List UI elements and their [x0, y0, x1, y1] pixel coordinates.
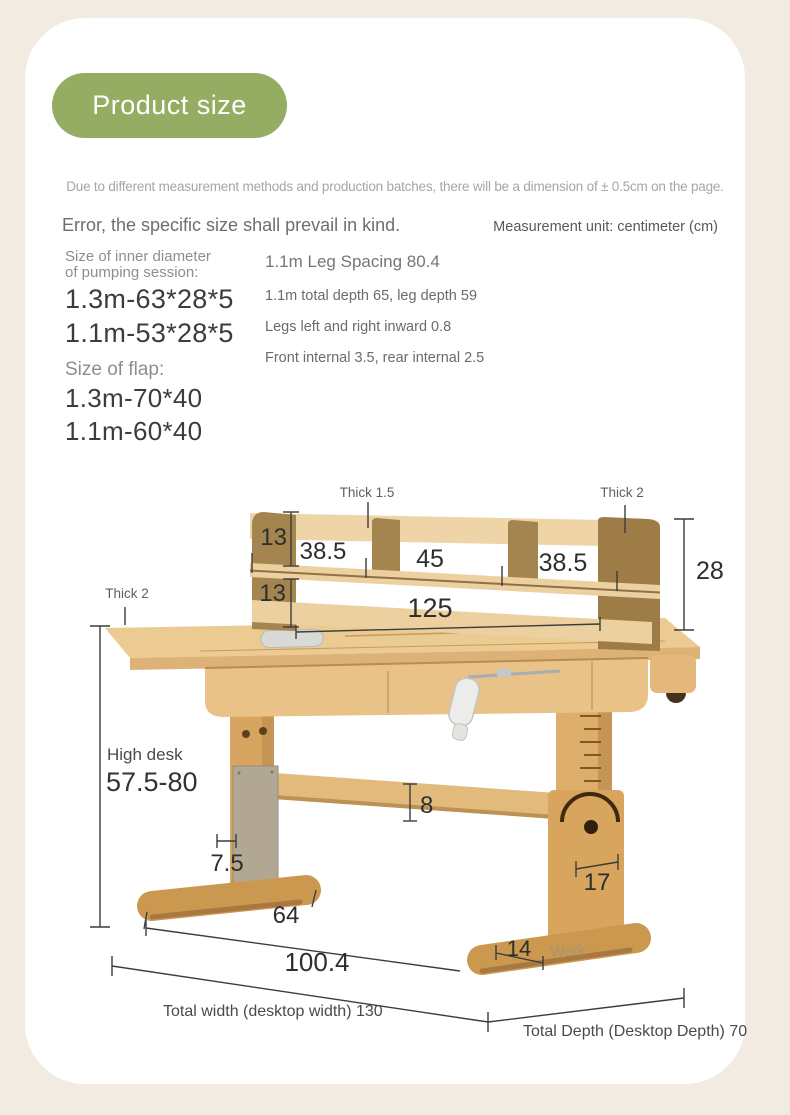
leg-hole	[242, 730, 250, 738]
dim-label-watermark: Work	[550, 941, 586, 961]
dim-label-thickness-desktop: Thick 2	[105, 586, 149, 601]
dim-label-hutch-lower-height-13: 13	[259, 580, 286, 607]
dim-label-compartment-right-38-5: 38.5	[538, 549, 588, 577]
hutch-divider-2	[508, 520, 538, 583]
dim-label-left-leg-width-7-5: 7.5	[210, 850, 244, 877]
hutch-divider-1	[372, 518, 400, 575]
spec-front-rear: Front internal 3.5, rear internal 2.5	[265, 350, 485, 366]
dim-label-desk-height-range: 57.5-80	[106, 767, 198, 797]
spec-total-depth: 1.1m total depth 65, leg depth 59	[265, 288, 478, 304]
dim-label-thickness-side-panel: Thick 2	[600, 485, 644, 500]
disclaimer-line1: Due to different measurement methods and production batches, there will be a dimension of ± 0.5cm on the page.	[66, 179, 724, 194]
dim-label-thickness-shelf-divider: Thick 1.5	[339, 485, 395, 500]
dim-label-compartment-middle-45: 45	[416, 545, 444, 573]
spec-legs-inward: Legs left and right inward 0.8	[265, 319, 452, 335]
flap-value-11m: 1.1m-60*40	[65, 416, 203, 447]
spec-block-right	[265, 252, 525, 381]
measurement-unit: Measurement unit: centimeter (cm)	[493, 219, 718, 235]
flap-title: Size of flap:	[65, 359, 165, 381]
pivot-knob	[584, 820, 598, 834]
spec-leg-spacing: 1.1m Leg Spacing 80.4	[265, 252, 440, 271]
side-notch	[666, 693, 686, 703]
pump-title-line2: of pumping session:	[65, 263, 199, 281]
desk-dimension-diagram	[0, 455, 790, 1075]
desk-side-rail	[650, 655, 696, 693]
dim-label-total-depth-70: Total Depth (Desktop Depth) 70	[523, 1023, 748, 1040]
crossbar	[274, 786, 556, 817]
dim-label-right-foot-width-14: 14	[506, 936, 532, 961]
section-badge	[52, 73, 287, 138]
dim-label-right-leg-width-17: 17	[583, 869, 611, 896]
spec-block-left	[65, 249, 275, 447]
pump-value-13m: 1.3m-63*28*5	[65, 283, 234, 314]
dim-label-high-desk-label: High desk	[107, 745, 183, 764]
dim-label-total-width-130: Total width (desktop width) 130	[163, 1003, 383, 1020]
section-badge-label: Product size	[92, 90, 247, 120]
dim-label-crossbar-height-8: 8	[420, 792, 434, 819]
pump-title-line1: Size of inner diameter	[65, 248, 211, 265]
dim-label-hutch-upper-height-13: 13	[260, 524, 287, 551]
pump-value-11m: 1.1m-53*28*5	[65, 318, 234, 349]
dim-label-feet-span-100-4: 100.4	[284, 947, 350, 977]
leg-hole	[259, 727, 267, 735]
dim-label-hutch-side-height-28: 28	[696, 557, 724, 585]
flap-value-13m: 1.3m-70*40	[65, 383, 203, 414]
dim-label-left-foot-length-64: 64	[272, 902, 300, 929]
disclaimer-line2: Error, the specific size shall prevail in kind.	[62, 215, 401, 235]
desk-drawing	[0, 455, 790, 1075]
dim-label-compartment-left-38-5: 38.5	[299, 538, 347, 565]
dim-label-shelf-width-125: 125	[407, 593, 453, 623]
